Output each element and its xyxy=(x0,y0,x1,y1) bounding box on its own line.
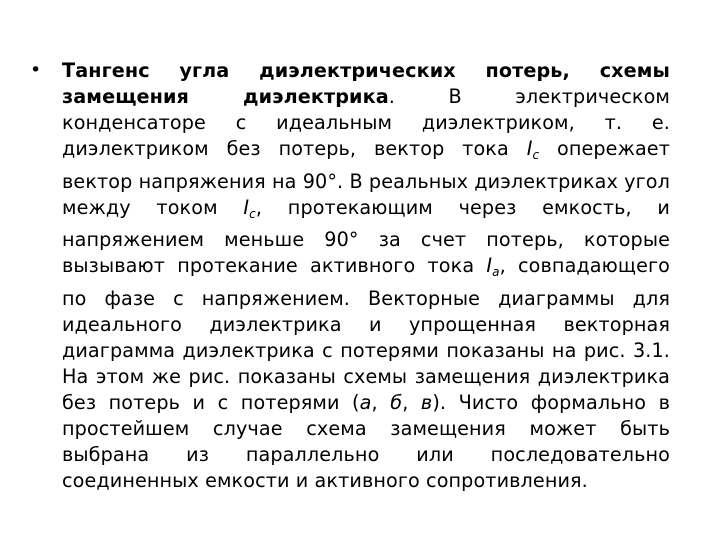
figure-label-v: в xyxy=(420,390,433,414)
figure-label-a: а xyxy=(359,390,372,414)
paragraph-text xyxy=(62,58,670,494)
text-segment-1: . В электрическом конденсаторе с идеальным диэлектриком, т. е. диэлектриком без потерь, вектор тока xyxy=(62,84,671,160)
separator-2: , xyxy=(402,390,421,414)
text-segment-3: , протекающим через емкость, и напряжением меньше 90° за счет потерь, которые вызывают протекание активного тока xyxy=(62,195,671,278)
subscript-c: c xyxy=(532,147,540,162)
subscript-a: a xyxy=(492,265,500,280)
text-segment-4: , совпадающего по фазе с напряжением. Векторные диаграммы для идеального диэлектрика и упрощенная векторная диаграмма диэлектрика с потерями показаны на рис. 3.1. На этом же рис. показаны схемы замещения диэлектрика без потерь и с потерями ( xyxy=(62,254,670,414)
subscript-c-2: c xyxy=(249,206,256,221)
text-segment-2: опережает вектор напряжения на 90°. В реальных диэлектриках угол между током xyxy=(62,136,670,219)
current-symbol-ic-2: I xyxy=(243,195,250,219)
current-symbol-ic: I xyxy=(526,136,533,160)
bold-heading: Тангенс угла диэлектрических потерь, схемы замещения диэлектрика xyxy=(62,59,670,108)
text-segment-5: ). Чисто формально в простейшем случае схема замещения может быть выбрана из параллельно или последовательно соединенных емкости и активного сопротивления. xyxy=(62,390,671,492)
current-symbol-ia: I xyxy=(486,254,493,278)
separator-1: , xyxy=(371,390,391,414)
bullet-marker: • xyxy=(30,59,42,81)
figure-label-b: б xyxy=(390,390,403,414)
